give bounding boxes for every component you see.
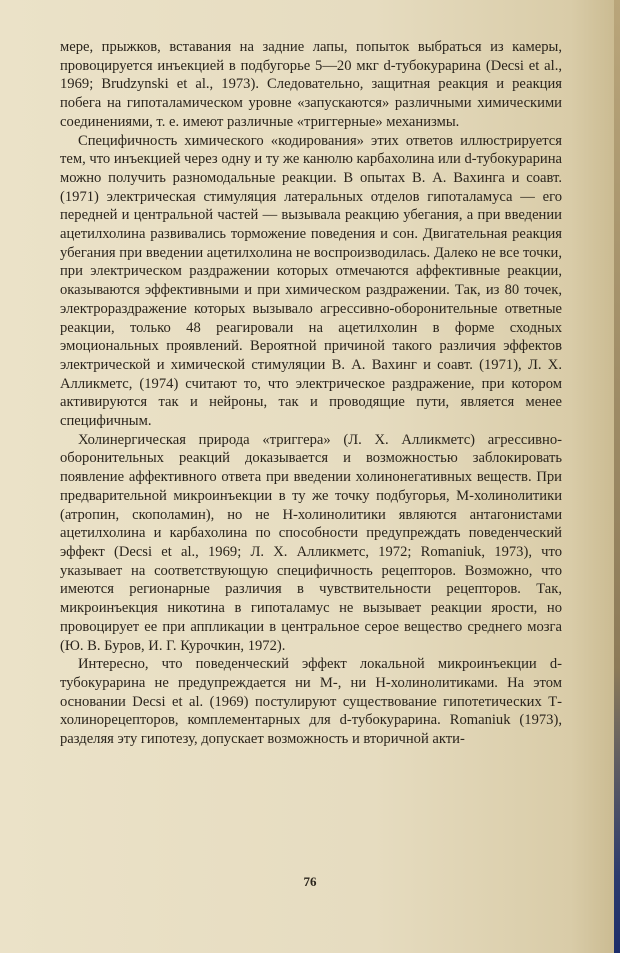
paragraph-4: Интересно, что поведенческий эффект локальной микроинъекции d-тубокурарина не предупреждается ни М-, ни Н-холинолитиками. На этом основании Decsi et al. (1969) постулируют существование гипотетических Т-холинорецепторов, комплементарных для d-тубокурарина. Romaniuk (1973), разделяя эту гипотезу, допускает возможность и вторичной акти- [60,656,562,748]
paragraph-3: Холинергическая природа «триггера» (Л. Х. Алликметс) агрессивно-оборонительных реакций доказывается и возможностью заблокировать появление аффективного ответа при введении холинонегативных веществ. При предварительной микроинъекции в ту же точку подбугорья, М-холинолитики (атропин, скополамин), но не Н-холинолитики являются антагонистами ацетилхолина и карбахолина по способности предупреждать поведенческий эффект (Decsi et al., 1969; Л. Х. Алликметс, 1972; Romaniuk, 1973), что указывает на соответствующую специфичность рецепторов. Возможно, что имеются регионарные различия в чувствительности рецепторов. Так, микроинъекция никотина в гипоталамус не вызывает реакции ярости, но провоцирует ее при аппликации в центральное серое вещество среднего мозга (Ю. В. Буров, И. Г. Курочкин, 1972). [60,431,562,654]
page-edge [614,0,620,953]
paragraph-1: мере, прыжков, вставания на задние лапы, попыток выбраться из камеры, провоцируется инъекцией в подбугорье 5—20 мкг d-тубокурарина (Decsi et al., 1969; Brudzynski et al., 1973). Следовательно, защитная реакция и реакция побега на гипоталамическом уровне «запускаются» различными химическими соединениями, т. е. имеют различные «триггерные» механизмы. [60,39,562,130]
body-text [60,38,562,749]
page-number: 76 [303,874,317,889]
paragraph-2: Специфичность химического «кодирования» этих ответов иллюстрируется тем, что инъекцией через одну и ту же канюлю карбахолина или d-тубокурарина можно получить разномодальные реакции. В опытах В. А. Вахинга и соавт. (1971) электрическая стимуляция латеральных отделов гипоталамуса — его передней и центральной частей — вызывала реакцию убегания, а при введении ацетилхолина развивались торможение поведения и сон. Двигательная реакция убегания при введении ацетилхолина не воспроизводилась. Далеко не все точки, при электрическом раздражении которых отмечаются аффективные реакции, оказываются эффективными и при химическом раздражении. Так, из 80 точек, электрораздражение которых вызывало агрессивно-оборонительные ответные реакции, только 48 реагировали на ацетилхолин в форме сходных эмоциональных проявлений. Вероятной причиной такого различия эффектов электрической и химической стимуляции В. А. Вахинг и соавт. (1971), Л. Х. Алликметс, (1974) считают то, что электрическое раздражение, при котором активируются так и нейроны, так и проводящие пути, является менее специфичным. [60,132,563,430]
